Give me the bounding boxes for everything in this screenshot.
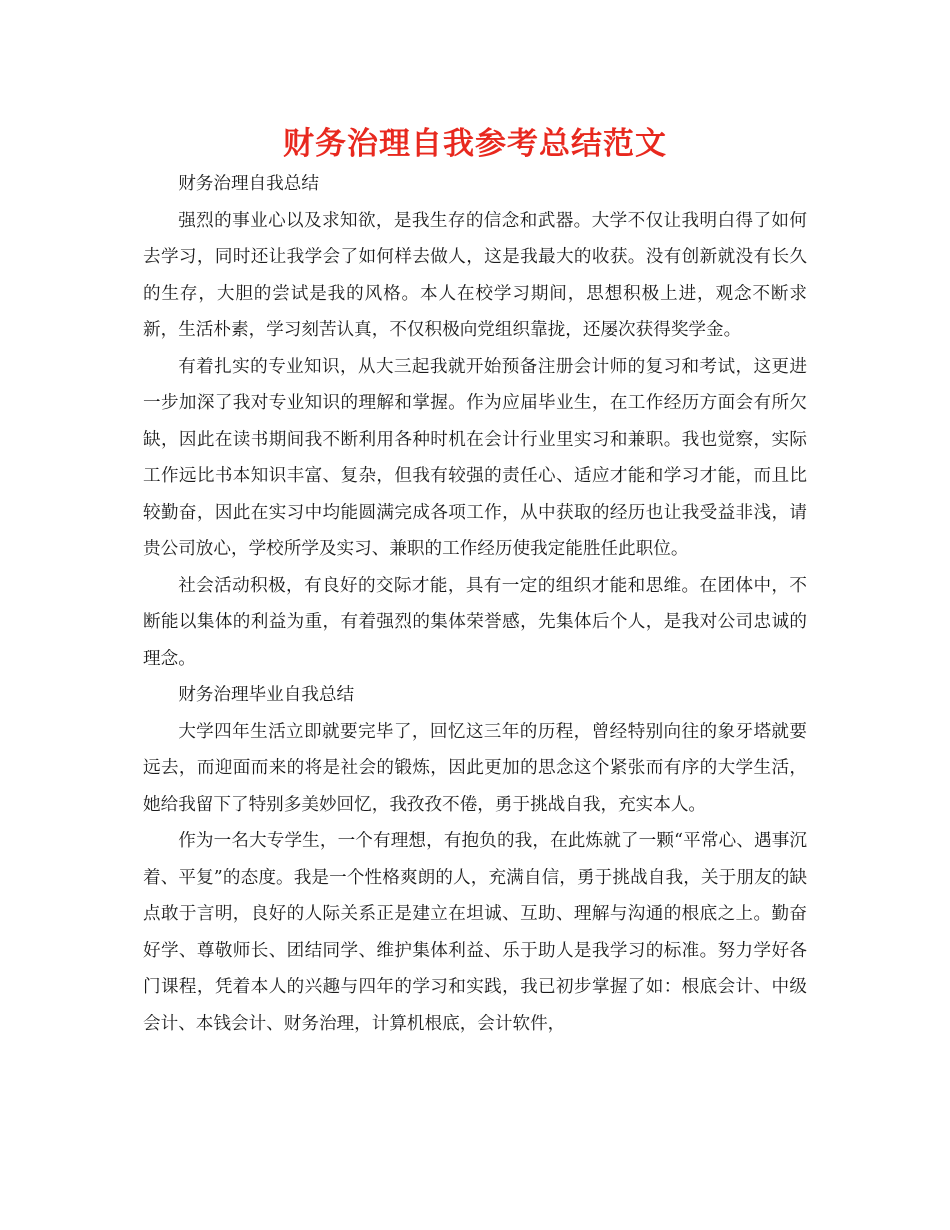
document-body (143, 166, 807, 1042)
paragraph: 有着扎实的专业知识，从大三起我就开始预备注册会计师的复习和考试，这更进一步加深了我对专业知识的理解和掌握。作为应届毕业生，在工作经历方面会有所欠缺，因此在读书期间我不断利用各种时机在会计行业里实习和兼职。我也觉察，实际工作远比书本知识丰富、复杂，但我有较强的责任心、适应才能和学习才能，而且比较勤奋，因此在实习中均能圆满完成各项工作，从中获取的经历也让我受益非浅，请贵公司放心，学校所学及实习、兼职的工作经历使我定能胜任此职位。 (143, 356, 807, 559)
paragraph: 社会活动积极，有良好的交际才能，具有一定的组织才能和思维。在团体中，不断能以集体的利益为重，有着强烈的集体荣誉感，先集体后个人，是我对公司忠诚的理念。 (143, 575, 807, 669)
document-title: 财务治理自我参考总结范文 (283, 126, 667, 162)
paragraph: 强烈的事业心以及求知欲，是我生存的信念和武器。大学不仅让我明白得了如何去学习，同时还让我学会了如何样去做人，这是我最大的收获。没有创新就没有长久的生存，大胆的尝试是我的风格。本人在校学习期间，思想积极上进，观念不断求新，生活朴素，学习刻苦认真，不仅积极向党组织靠拢，还屡次获得奖学金。 (143, 210, 807, 340)
paragraph: 大学四年生活立即就要完毕了，回忆这三年的历程，曾经特别向往的象牙塔就要远去，而迎面而来的将是社会的锻炼，因此更加的思念这个紧张而有序的大学生活，她给我留下了特别多美妙回忆，我孜孜不倦，勇于挑战自我，充实本人。 (143, 721, 807, 815)
heading-graduation-summary: 财务治理毕业自我总结 (178, 685, 355, 705)
heading-self-summary: 财务治理自我总结 (178, 174, 319, 194)
paragraph: 作为一名大专学生，一个有理想，有抱负的我，在此炼就了一颗“平常心、遇事沉着、平复”的态度。我是一个性格爽朗的人，充满自信，勇于挑战自我，关于朋友的缺点敢于言明，良好的人际关系正是建立在坦诚、互助、理解与沟通的根底之上。勤奋好学、尊敬师长、团结同学、维护集体利益、乐于助人是我学习的标准。努力学好各门课程，凭着本人的兴趣与四年的学习和实践，我已初步掌握了如：根底会计、中级会计、本钱会计、财务治理，计算机根底，会计软件， (143, 831, 807, 1034)
